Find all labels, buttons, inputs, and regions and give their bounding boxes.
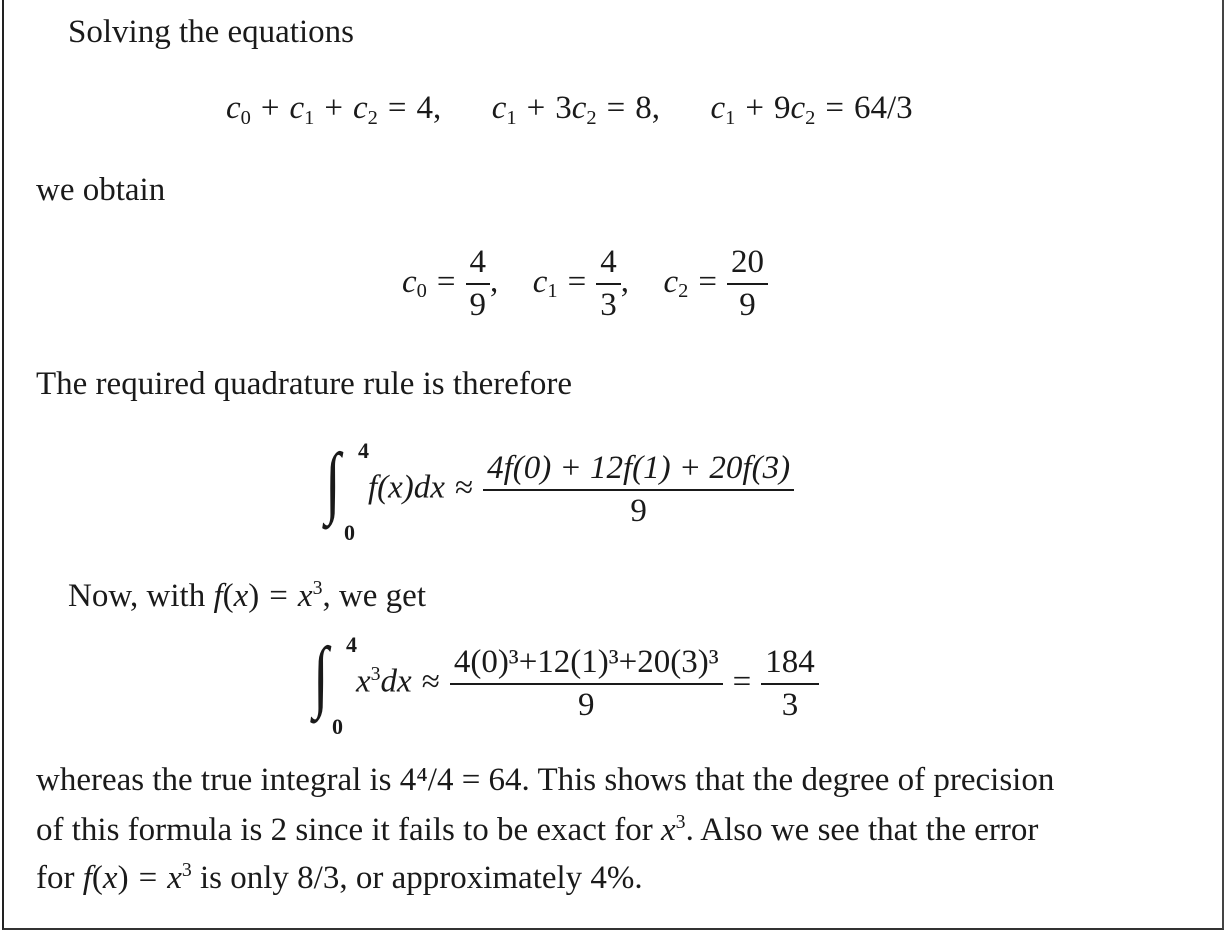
intro-text: Solving the equations <box>68 14 354 50</box>
integral-sign-2: ∫ 4 0 <box>313 632 357 739</box>
now-line: Now, with $f(x) = x^3$, we get <box>68 577 426 614</box>
eq2-rhs: 8, <box>635 90 660 126</box>
eq1-rhs: 4, <box>416 90 442 126</box>
rule-fraction: $\frac{4f(0) + 12f(1) + 20f(3)}{9}$ <box>483 452 794 528</box>
integral-sign: ∫ 4 0 <box>325 438 369 545</box>
quadrature-rule: ∫ 4 0 f(x)dx ≈ $\frac{4f(0) + 12f(1) + 20f(3)}{9}$ <box>322 440 794 540</box>
equation-system: c0 + c1 + c2 = 4, c1 + 3c2 = 8, c1 + 9c2 = 64/3 <box>226 90 913 129</box>
c2-fraction: $\frac{20}{9}$ <box>727 246 768 322</box>
coefficients: c0 = $\frac{4}{9}$ , c1 = $\frac{4}{3}$ , c2 = $\frac{20}{9}$ <box>402 246 768 322</box>
c0-fraction: $\frac{4}{9}$ <box>466 246 491 322</box>
result-fraction: $\frac{184}{3}$ <box>761 646 819 722</box>
rule-integrand: f(x)dx <box>368 469 445 506</box>
cubic-check: ∫ 4 0 $x^3dx$ ≈ $\frac{\text{4(0)³+12(1)³+20(3)³}}{9}$ = $\frac{184}{3}$ <box>310 634 819 734</box>
para-line-2: of this formula is 2 since it fails to be exact for $x^3$. Also we see that the error <box>36 811 1039 848</box>
rule-intro-text: The required quadrature rule is therefore <box>36 366 572 402</box>
para-line-3: for $f(x) = x^3$ is only 8/3, or approximately 4%. <box>36 859 643 896</box>
cubic-fraction: $\frac{\text{4(0)³+12(1)³+20(3)³}}{9}$ <box>450 646 723 722</box>
eq3-rhs: 64/3 <box>854 90 913 126</box>
c1-fraction: $\frac{4}{3}$ <box>596 246 621 322</box>
para-line-1: whereas the true integral is 4⁴/4 = 64. This shows that the degree of precision <box>36 762 1055 798</box>
obtain-text: we obtain <box>36 172 166 208</box>
